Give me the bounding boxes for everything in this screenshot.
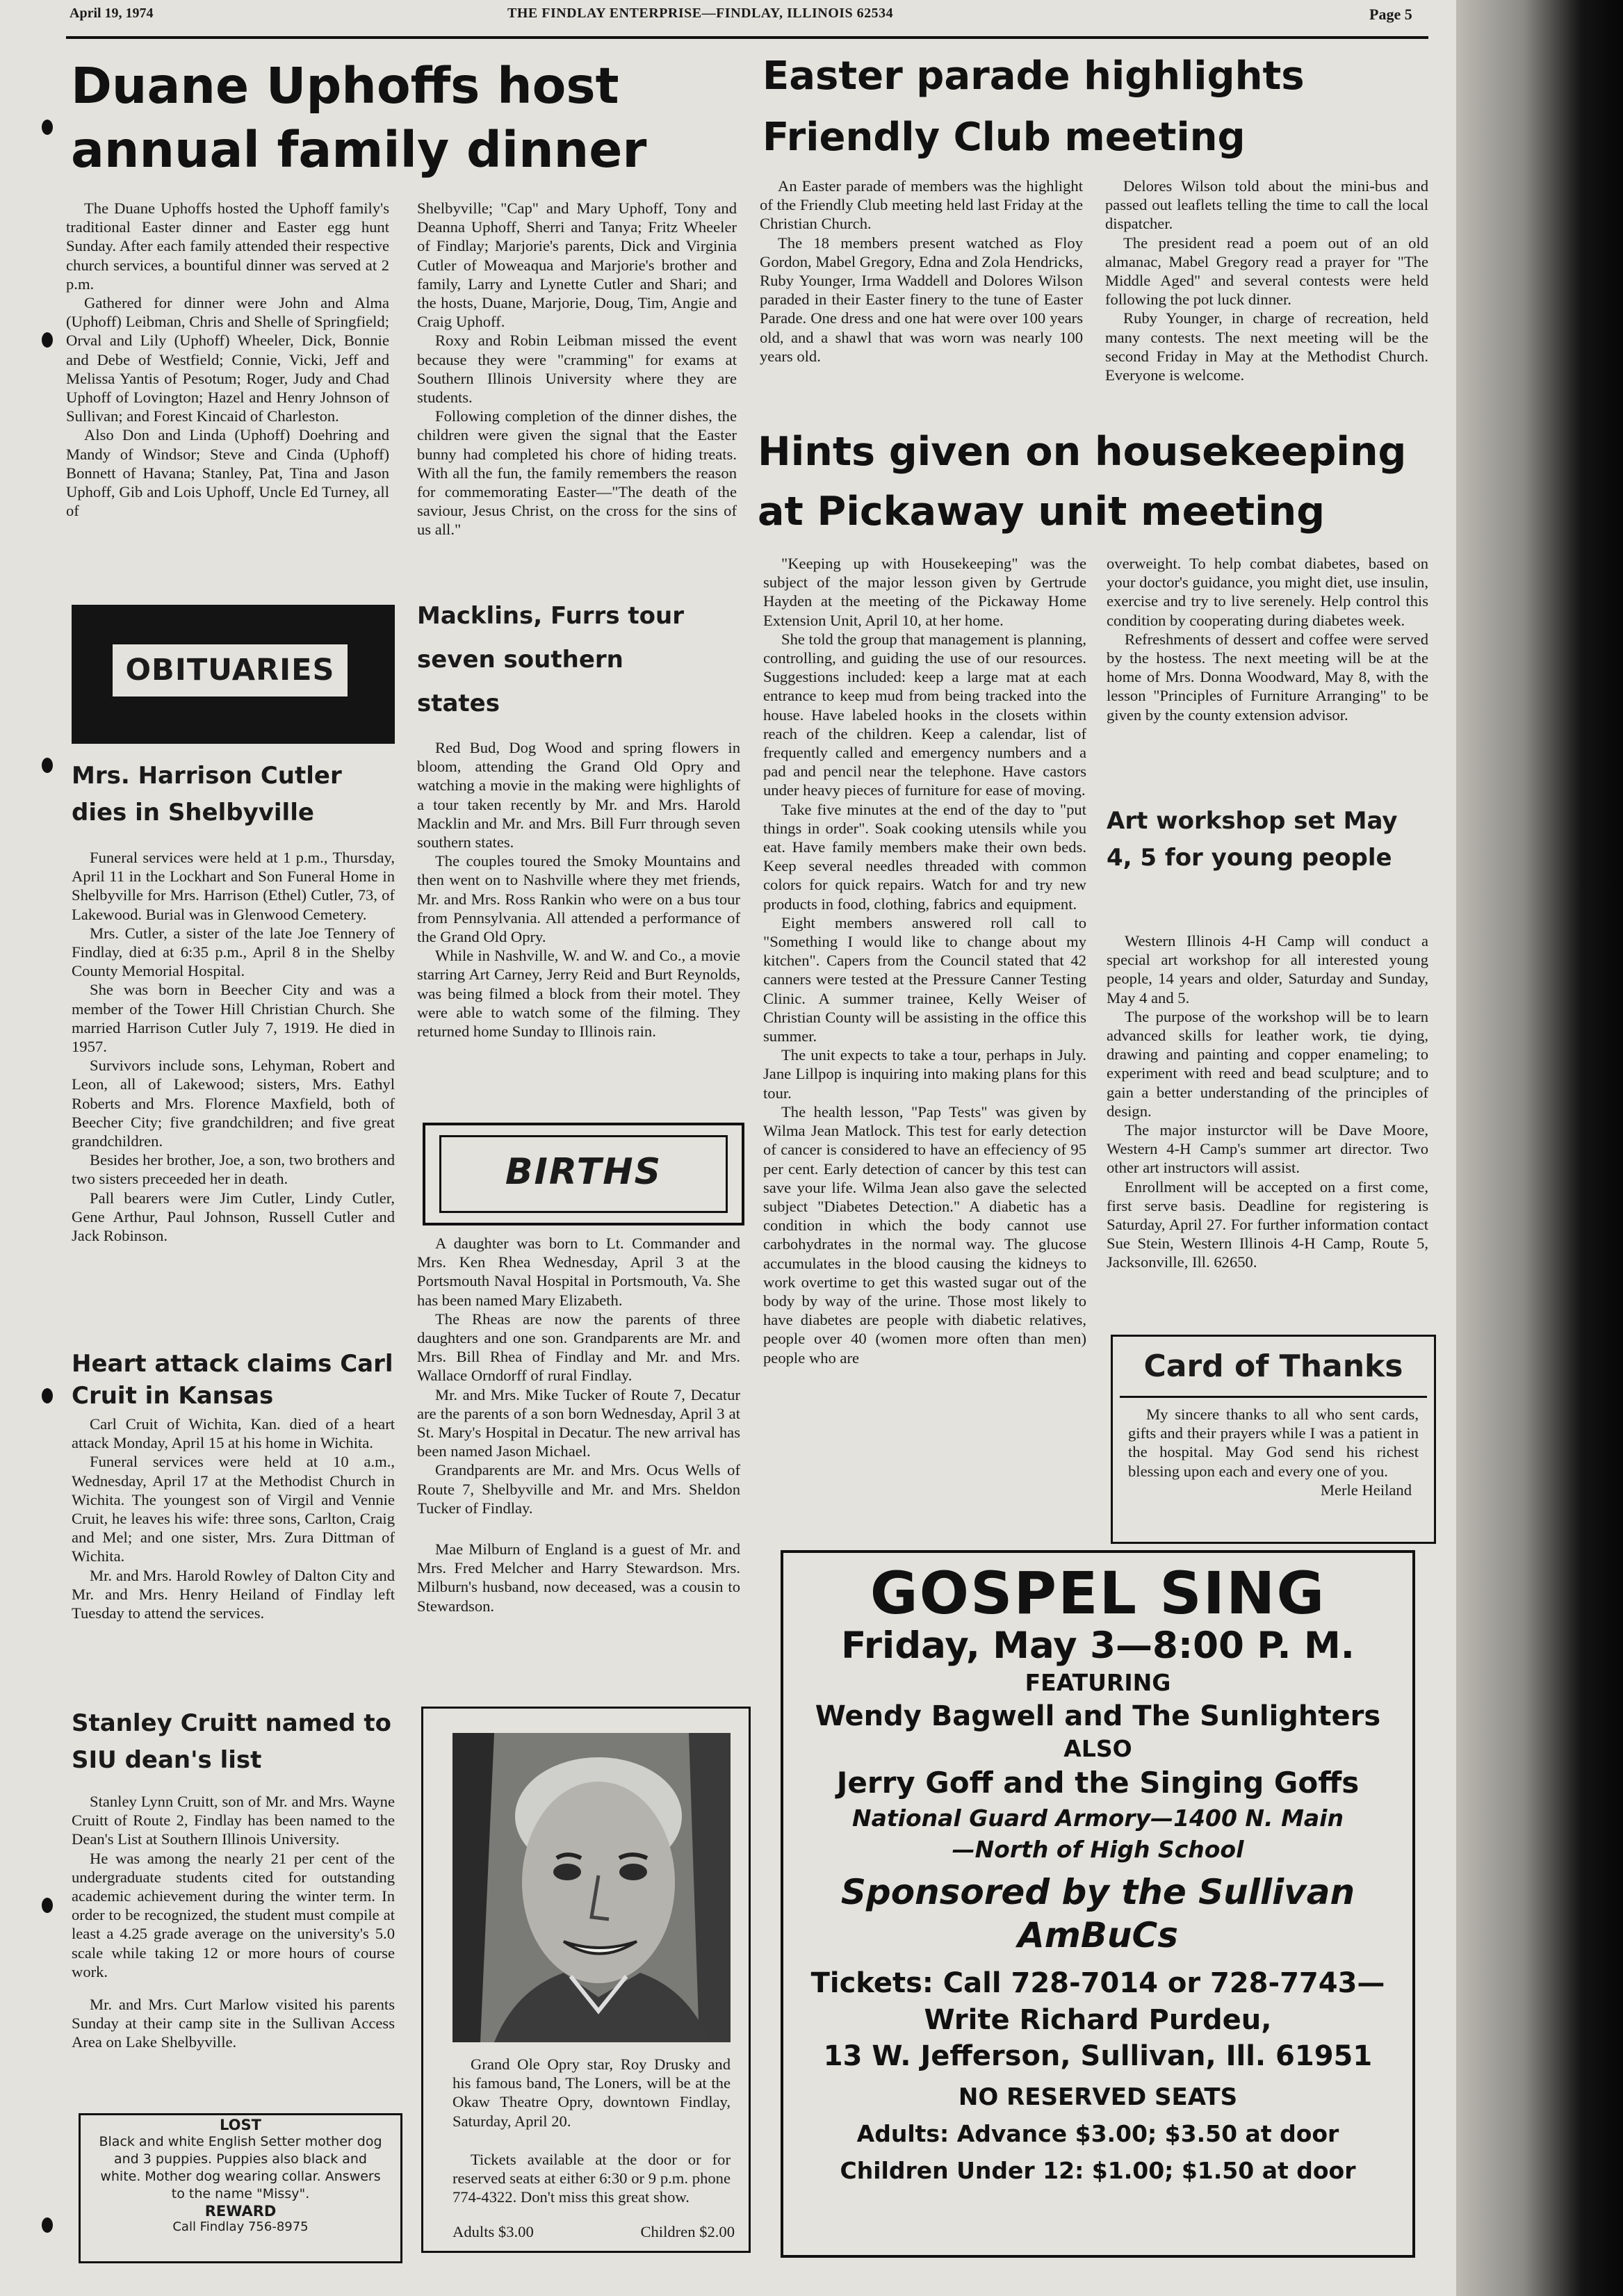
thanks-title: Card of Thanks [1120, 1337, 1427, 1398]
art-article [1107, 931, 1428, 1272]
page-edge-shadow [1456, 0, 1623, 2296]
lost-text: Black and white English Setter mother dog and 3 puppies. Puppies also black and white. Mother dog wearing collar. Answers to the name "Missy". [99, 2134, 382, 2201]
cutler-paragraph: Funeral services were held at 1 p.m., Thursday, April 11 in the Lockhart and Son Funeral Home in Shelbyville for Mrs. Harrison (Ethel) Cutler, 73, of Lakewood. Burial was in Glenwood Cemetery. [72, 849, 395, 923]
gospel-venue-2: —North of High School [952, 1836, 1244, 1863]
thanks-body [1113, 1398, 1434, 1499]
hints-paragraph: Eight members answered roll call to "Something I would like to change about my kitchen". Capers from the Council stated that 42 canners were tested at the Pressure Canner Testing Clinic. A summer trainee, Kelly Weiser of Christian County will be assisting in the office this summer. [763, 913, 1086, 1045]
macklins-paragraph: Red Bud, Dog Wood and spring flowers in bloom, attending the Grand Old Opry and watching a movie in the making were highlights of a tour taken recently by Mr. and Mrs. Harold Macklin and Mr. and Mrs. Bill Furr through seven southern states. [417, 739, 740, 852]
cruit-article [72, 1415, 395, 1622]
drusky-ad [421, 1707, 751, 2253]
gospel-tickets-3: 13 W. Jefferson, Sullivan, Ill. 61951 [823, 2039, 1373, 2072]
gospel-tickets-1: Tickets: Call 728-7014 or 728-7743— [810, 1967, 1385, 1999]
gospel-sing-ad [781, 1550, 1415, 2258]
gospel-date: Friday, May 3—8:00 P. M. [841, 1625, 1355, 1668]
drusky-caption: Grand Ole Opry star, Roy Drusky and his famous band, The Loners, will be at the Okaw Theatre Opry, downtown Findlay, Saturday, April 20. [452, 2055, 731, 2130]
cutler-paragraph: Survivors include sons, Lehyman, Robert and Leon, all of Lakewood; sisters, Mrs. Eathyl Roberts and Mrs. Florence Maxfield, both of Beecher City; five grandchildren; and five great grandchildren. [72, 1057, 395, 1150]
births-label: BIRTHS [439, 1135, 728, 1213]
siu-paragraph: He was among the nearly 21 per cent of the undergraduate students cited for outstanding academic achievement during the winter term. In order to be recognized, the student must compile at least a 4.25 grade average on the university's 5.0 scale while taking 12 or more hours of course work. [72, 1849, 395, 1980]
easter-paragraph: Ruby Younger, in charge of recreation, held many contests. The next meeting will be the second Friday in May at the Methodist Church. Everyone is welcome. [1105, 309, 1428, 384]
uphoff-paragraph: The Duane Uphoffs hosted the Uphoff family's traditional Easter dinner and Easter egg hunt Sunday. After each family attended their respective church services, a bountiful dinner was served at 2 p.m. [66, 200, 389, 293]
art-paragraph: The major insturctor will be Dave Moore, Western 4-H Camp's summer art director. Two other art instructors will assist. [1107, 1121, 1428, 1177]
cutler-paragraph: She was born in Beecher City and was a member of the Tower Hill Christian Church. She married Harrison Cutler July 7, 1919. He died in 1957. [72, 981, 395, 1056]
gospel-also: ALSO [1063, 1734, 1132, 1762]
births-banner [423, 1123, 744, 1226]
hints-paragraph: Take five minutes at the end of the day to "put things in order". Soak cooking utensils while you eat. Have family members make their own beds. Keep several needles threaded with common colors for quick repairs. Watch for and try new products in food, clothing, fabrics and equipment. [763, 800, 1086, 913]
macklins-paragraph: The couples toured the Smoky Mountains and then went on to Nashville where they met friends, Mr. and Mrs. Ross Rankin who were on a bus tour from Pennsylvania. All attended a performance of the Grand Old Opry. [417, 852, 740, 946]
easter-paragraph: An Easter parade of members was the highlight of the Friendly Club meeting held last Friday at the Christian Church. [760, 177, 1083, 233]
card-of-thanks [1111, 1335, 1436, 1544]
births-paragraph: Mr. and Mrs. Mike Tucker of Route 7, Decatur are the parents of a son born Wednesday, April 3 at St. Mary's Hospital in Decatur. The new arrival has been named Jason Michael. [417, 1385, 740, 1460]
milburn-paragraph: Mae Milburn of England is a guest of Mr. and Mrs. Fred Melcher and Harry Stewardson. Mrs. Milburn's husband, now deceased, was a cousin to Stewardson. [417, 1540, 740, 1615]
thanks-text: My sincere thanks to all who sent cards, gifts and their prayers while I was a patient in the hospital. May God send his richest blessing upon each and every one of you. [1128, 1406, 1419, 1480]
art-paragraph: Western Illinois 4-H Camp will conduct a special art workshop for all interested young people, 14 years and older, Saturday and Sunday, May 4 and 5. [1107, 932, 1428, 1007]
easter-column-1 [760, 177, 1083, 366]
cruit-paragraph: Mr. and Mrs. Harold Rowley of Dalton City and Mr. and Mrs. Henry Heiland of Findlay left Tuesday to attend the services. [72, 1566, 395, 1622]
gospel-act1: Wendy Bagwell and The Sunlighters [815, 1700, 1381, 1732]
drusky-text [452, 2055, 731, 2206]
births-paragraph: A daughter was born to Lt. Commander and Mrs. Ken Rhea Wednesday, April 3 at the Portsmouth Naval Hospital in Portsmouth, Va. She has been named Mary Elizabeth. [417, 1235, 740, 1309]
uphoff-column-2 [417, 199, 737, 539]
uphoff-headline: Duane Uphoffs host annual family dinner [71, 57, 647, 179]
easter-headline: Easter parade highlights Friendly Club meeting [762, 54, 1305, 160]
macklins-headline: Macklins, Furrs tour seven southern states [417, 602, 684, 717]
uphoff-paragraph: Gathered for dinner were John and Alma (Uphoff) Leibman, Chris and Shelle of Springfield; Orval and Lily (Uphoff) Wheeler, Dick, Bonnie and Debe of Westfield; Connie, Vicki, Jeff and Melissa Yantis of Pesotum; Roger, Judy and Chad Uphoff of Lovington; Hazel and Henry Johnson of Sullivan; and Forest Kincaid of Charleston. [66, 294, 389, 425]
births-paragraph: Grandparents are Mr. and Mrs. Ocus Wells of Route 7, Shelbyville and Mr. and Mrs. Sheldon Tucker of Findlay. [417, 1461, 740, 1517]
thanks-signature: Merle Heiland [1320, 1481, 1412, 1499]
obituaries-label: OBITUARIES [111, 643, 349, 698]
cutler-paragraph: Pall bearers were Jim Cutler, Lindy Cutler, Gene Arthur, Paul Johnson, Russell Cutler and Jack Robinson. [72, 1189, 395, 1245]
gospel-no-reserved: NO RESERVED SEATS [958, 2083, 1238, 2111]
easter-paragraph: The president read a poem out of an old almanac, Mabel Gregory read a prayer for "The Middle Aged" and several contests were held following the pot luck dinner. [1105, 234, 1428, 309]
art-paragraph: The purpose of the workshop will be to learn advanced skills for leather work, tie dying, drawing and painting and copper enameling; to experiment with reed and bead sculpture; and to gain a better understanding of the principles of design. [1107, 1007, 1428, 1120]
binding-hole [42, 2217, 53, 2233]
macklins-paragraph: While in Nashville, W. and W. and Co., a movie starring Art Carney, Jerry Reid and Burt Reynolds, was being filmed a block from their motel. They were able to watch some of the filming. They returned home Sunday to Illinois rain. [417, 947, 740, 1041]
gospel-sponsor-2: AmBuCs [1018, 1915, 1178, 1956]
uphoff-column-1 [66, 199, 389, 520]
lost-title: LOST [220, 2117, 261, 2133]
hints-column-2 [1107, 554, 1428, 724]
binding-hole [42, 120, 53, 135]
uphoff-paragraph: Following completion of the dinner dishes, the children were given the signal that the Easter bunny had completed his chore of hiding treats. With all the fun, the family remembers the reason for commemorating Easter—"The death of the saviour, Jesus Christ, on the cross for the sins of us all." [417, 407, 737, 539]
easter-column-2 [1105, 177, 1428, 384]
hints-headline: Hints given on housekeeping at Pickaway unit meeting [758, 429, 1407, 535]
cutler-article [72, 848, 395, 1245]
lost-reward: REWARD [204, 2203, 277, 2220]
drusky-tickets: Tickets available at the door or for reserved seats at either 6:30 or 9 p.m. phone 774-4322. Don't miss this great show. [452, 2150, 731, 2206]
hints-column-1 [763, 554, 1086, 1367]
masthead-rule [66, 36, 1428, 39]
gospel-act2: Jerry Goff and the Singing Goffs [836, 1765, 1360, 1800]
obituaries-banner [72, 605, 395, 744]
binding-hole [42, 1898, 53, 1913]
siu-article [72, 1792, 395, 2052]
uphoff-paragraph: Also Don and Linda (Uphoff) Doehring and Mandy of Windsor; Steve and Cinda (Uphoff) Bonnett of Havana; Stanley, Pat, Tina and Jason Uphoff, Gib and Lois Uphoff, Uncle Ed Turney, all of [66, 426, 389, 520]
roy-drusky-photo [452, 1733, 731, 2042]
binding-hole [42, 758, 53, 773]
cutler-paragraph: Mrs. Cutler, a sister of the late Joe Tennery of Findlay, died at 6:35 p.m., April 8 in the Shelby County Memorial Hospital. [72, 924, 395, 980]
gospel-child-price: Children Under 12: $1.00; $1.50 at door [840, 2157, 1356, 2185]
easter-paragraph: Delores Wilson told about the mini-bus and passed out leaflets telling the time to call the local dispatcher. [1105, 177, 1428, 233]
hints-paragraph: "Keeping up with Housekeeping" was the subject of the major lesson given by Gertrude Hayden at the meeting of the Pickaway Home Extension Unit, April 10, at her home. [763, 555, 1086, 629]
easter-paragraph: The 18 members present watched as Floy Gordon, Mabel Gregory, Edna and Zola Hendricks, Ruby Younger, Irma Waddell and Dolores Wilson paraded in their Easter finery to the tune of Easter Parade. One dress and one hat were over 100 years old, and a shawl that was worn was nearly 100 years old. [760, 234, 1083, 365]
uphoff-paragraph: Roxy and Robin Leibman missed the event because they were "cramming" for exams at Southern Illinois University where they are students. [417, 332, 737, 407]
siu-paragraph: Stanley Lynn Cruitt, son of Mr. and Mrs. Wayne Cruitt of Route 2, Findlay has been named to the Dean's List at Southern Illinois University. [72, 1793, 395, 1848]
cruit-paragraph: Carl Cruit of Wichita, Kan. died of a heart attack Monday, April 15 at his home in Wichita. [72, 1415, 395, 1452]
uphoff-paragraph: Shelbyville; "Cap" and Mary Uphoff, Tony and Deanna Uphoff, Sherri and Tanya; Fritz Wheeler of Findlay; Marjorie's parents, Dick and Virginia Cutler of Moweaqua and Marjorie's brother and family, Larry and Lynette Cutler and Shari; and the hosts, Duane, Marjorie, Doug, Tim, Angie and Craig Uphoff. [417, 200, 737, 331]
lost-ad [79, 2113, 402, 2263]
cutler-headline: Mrs. Harrison Cutler dies in Shelbyville [72, 762, 342, 827]
cruit-headline: Heart attack claims Carl Cruit in Kansas [72, 1350, 393, 1410]
hints-paragraph: Refreshments of dessert and coffee were served by the hostess. The next meeting will be at the home of Mrs. Donna Woodward, May 8, with the lesson "Principles of Furniture Arranging" to be given by the county extension advisor. [1107, 630, 1428, 724]
gospel-adult-price: Adults: Advance $3.00; $3.50 at door [856, 2120, 1339, 2148]
cutler-paragraph: Besides her brother, Joe, a son, two brothers and two sisters preceeded her in death. [72, 1151, 395, 1188]
cruit-paragraph: Funeral services were held at 10 a.m., Wednesday, April 17 at the Methodist Church in Wichita. The youngest son of Virgil and Vennie Cruit, he leaves his wife: three sons, Carlton, Craig and Mel; and one sister, Mrs. Zura Dittman of Wichita. [72, 1453, 395, 1565]
drusky-child-price: Children $2.00 [640, 2223, 735, 2240]
gospel-title: GOSPEL SING [870, 1559, 1326, 1627]
gospel-featuring: FEATURING [1025, 1668, 1171, 1696]
siu-paragraph: Mr. and Mrs. Curt Marlow visited his parents Sunday at their camp site in the Sullivan Access Area on Lake Shelbyville. [72, 1996, 395, 2051]
hints-paragraph: The health lesson, "Pap Tests" was given by Wilma Jean Matlock. This test for early detection of cancer is considered to have an effeciency of 95 per cent. Early detection of cancer by this test can save your life. Wilma Jean also gave the selected subject "Diabetes Detection." A diabetic has a condition in which the body cannot use carbohydrates in the normal way. The glucose accumulates in the blood causing the kidneys to work overtime to get this wasted sugar out of the body by way of the urine. Those most likely to have diabetes are people with diabetic relatives, people over 40 (women more often than men) people who are [763, 1102, 1086, 1367]
art-paragraph: Enrollment will be accepted on a first come, first serve basis. Deadline for registering is Saturday, April 27. For further information contact Sue Stein, Western Illinois 4-H Camp, Route 5, Jacksonville, Ill. 62650. [1107, 1178, 1428, 1271]
masthead-page: Page 5 [1369, 6, 1412, 23]
gospel-tickets-2: Write Richard Purdeu, [924, 2003, 1272, 2036]
births-paragraph: The Rheas are now the parents of three daughters and one son. Grandparents are Mr. and Mrs. Bill Rhea of Findlay and Mr. and Mrs. Wallace Orndorff of rural Findlay. [417, 1310, 740, 1385]
hints-paragraph: The unit expects to take a tour, perhaps in July. Jane Lillpop is inquiring into making plans for this tour. [763, 1046, 1086, 1102]
hints-paragraph: She told the group that management is planning, controlling, and guiding the use of our resources. Suggestions included: keep a large mat at each entrance to keep mud from being tracked into the house. Have labeled hooks in the closets within reach of the children. Keep a calendar, list of frequently called and emergency numbers and a pad and pencil near the telephone. Have castors under heavy pieces of furniture for ease of moving. [763, 630, 1086, 799]
binding-hole [42, 332, 53, 348]
hints-paragraph: overweight. To help combat diabetes, based on your doctor's guidance, you might diet, use insulin, exercise and try to live serenely. Help control this condition by cooperating during diabetes week. [1107, 555, 1428, 629]
masthead-date: April 19, 1974 [70, 6, 154, 21]
drusky-adult-price: Adults $3.00 [452, 2223, 534, 2240]
lost-phone: Call Findlay 756-8975 [172, 2220, 309, 2234]
art-headline: Art workshop set May 4, 5 for young people [1107, 807, 1398, 872]
macklins-article [417, 738, 740, 1041]
gospel-sponsor-1: Sponsored by the Sullivan [840, 1871, 1355, 1912]
siu-headline: Stanley Cruitt named to SIU dean's list [72, 1709, 391, 1774]
births-article [417, 1234, 740, 1615]
masthead-paper: THE FINDLAY ENTERPRISE—FINDLAY, ILLINOIS 62534 [507, 6, 894, 21]
binding-hole [42, 1388, 53, 1403]
gospel-venue-1: National Guard Armory—1400 N. Main [852, 1805, 1344, 1832]
